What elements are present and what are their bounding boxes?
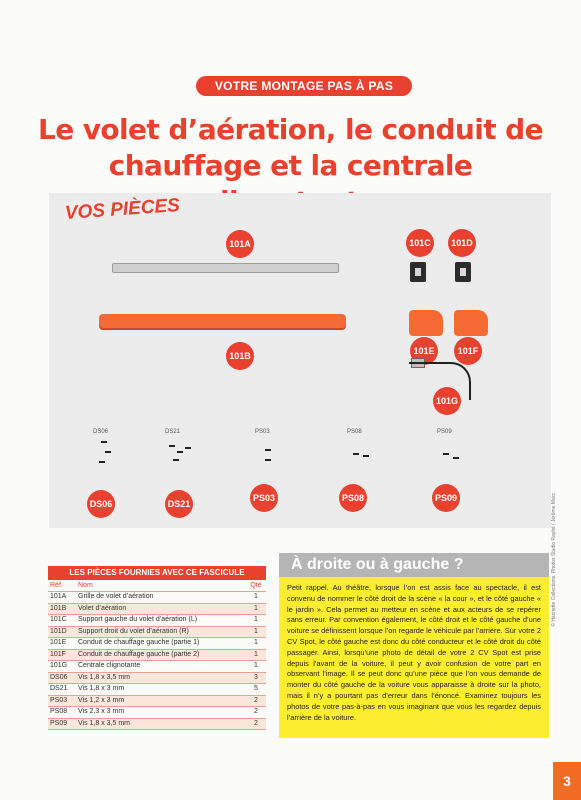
name-cell: Volet d’aération bbox=[78, 604, 127, 612]
table-row bbox=[48, 661, 266, 673]
screw-bag-ds06 bbox=[85, 429, 143, 475]
name-cell: Support droit du volet d’aération (R) bbox=[78, 627, 189, 635]
qty-cell: 2 bbox=[254, 696, 258, 704]
name-cell: Vis 2,3 x 3 mm bbox=[78, 708, 125, 715]
section-badge: VOTRE MONTAGE PAS À PAS bbox=[196, 76, 412, 96]
table-row bbox=[48, 615, 266, 627]
name-cell: Vis 1,2 x 3 mm bbox=[78, 696, 125, 704]
qty-cell: 1 bbox=[254, 639, 258, 646]
ref-cell: 101B bbox=[50, 604, 67, 612]
qty-cell: 1 bbox=[254, 616, 258, 623]
part-code-101d: 101D bbox=[448, 229, 476, 257]
bag-code-ds06: DS06 bbox=[87, 490, 115, 518]
qty-cell: 1 bbox=[254, 627, 258, 635]
table-row bbox=[48, 707, 266, 719]
column-header: Qté bbox=[250, 582, 262, 589]
ref-cell: 101C bbox=[50, 616, 67, 623]
left-support-image bbox=[410, 262, 426, 282]
part-code-101c: 101C bbox=[406, 229, 434, 257]
qty-cell: 2 bbox=[254, 719, 258, 727]
table-row bbox=[48, 696, 266, 708]
heater-duct-2-image bbox=[454, 310, 488, 336]
bag-label: PS08 bbox=[347, 429, 362, 435]
name-cell: Conduit de chauffage gauche (partie 2) bbox=[78, 650, 200, 658]
part-code-101g: 101G bbox=[433, 387, 461, 415]
bag-code-ps08: PS08 bbox=[339, 484, 367, 512]
sidebar-text: Petit rappel. Au théâtre, lorsque l’on est assis face au spectacle, il est convenu de nommer le côté droit de la scène « la cour », et le côté gauche « le jardin ». Cela permet au metteur en scène et aux acteurs de se repérer sans erreur. Par convention également, le côté droit et le côté gauche d’une voiture se définissent lorsque l’on regarde le véhicule par l’arrière. Sur votre 2 CV Spot, le côté gauche est donc du côté conducteur et le côté droit du côté passager. Ainsi, lorsqu’une photo de détail de votre 2 CV Spot est prise depuis l’avant de la voiture, il peut y avoir confusion de votre part en observant l’image. Il se peut donc qu’une pièce que l’on vous demande de monter du côté gauche de la voiture vous apparaisse à droite sur la photo, mais il n’y a pourtant pas d’erreur dans l’énoncé. Examinez toujours les photos de votre pas-à-pas en vous imaginant que vous les regardez depuis l’arrière de la voiture. bbox=[279, 577, 549, 738]
sidebar-heading: À droite ou à gauche ? bbox=[279, 553, 549, 577]
table-header-row bbox=[48, 580, 266, 592]
bag-code-ps09: PS09 bbox=[432, 484, 460, 512]
qty-cell: 3 bbox=[254, 673, 258, 681]
table-row bbox=[48, 604, 266, 616]
qty-cell: 1 bbox=[254, 662, 258, 669]
part-code-101f: 101F bbox=[454, 337, 482, 365]
table-title: LES PIÈCES FOURNIES AVEC CE FASCICULE bbox=[48, 566, 266, 580]
heater-duct-1-image bbox=[409, 310, 443, 336]
qty-cell: 2 bbox=[254, 708, 258, 715]
ref-cell: 101D bbox=[50, 627, 67, 635]
photo-credit: © Hachette Collections. Photos Studio Raylet / Jérôme Marc bbox=[551, 493, 557, 627]
table-row bbox=[48, 592, 266, 604]
ref-cell: DS06 bbox=[50, 673, 68, 681]
title-line-1: Le volet d’aération, le conduit de bbox=[37, 113, 544, 146]
bag-label: PS09 bbox=[437, 429, 452, 435]
qty-cell: 1 bbox=[254, 604, 258, 612]
parts-section-label: VOS PIÈCES bbox=[64, 194, 181, 224]
name-cell: Conduit de chauffage gauche (partie 1) bbox=[78, 639, 200, 646]
screw-bag-ps03 bbox=[247, 429, 305, 475]
ref-cell: PS03 bbox=[50, 696, 68, 704]
name-cell: Vis 1,8 x 3 mm bbox=[78, 685, 125, 692]
table-row bbox=[48, 684, 266, 696]
ref-cell: 101G bbox=[50, 662, 68, 669]
table-row bbox=[48, 673, 266, 685]
table-row bbox=[48, 719, 266, 731]
volet-part-image bbox=[99, 314, 346, 328]
screw-bag-ps09 bbox=[429, 429, 487, 475]
parts-table bbox=[48, 566, 266, 730]
table-row bbox=[48, 638, 266, 650]
name-cell: Support gauche du volet d’aération (L) bbox=[78, 616, 198, 623]
screw-bag-ds21 bbox=[157, 429, 215, 475]
screw-bag-ps08 bbox=[339, 429, 397, 475]
bag-label: DS06 bbox=[93, 429, 109, 435]
ref-cell: PS09 bbox=[50, 719, 68, 727]
part-code-101e: 101E bbox=[410, 337, 438, 365]
part-code-101b: 101B bbox=[226, 342, 254, 370]
bag-label: DS21 bbox=[165, 429, 181, 435]
name-cell: Vis 1,8 x 3,5 mm bbox=[78, 673, 131, 681]
grille-part-image bbox=[112, 263, 339, 273]
ref-cell: 101F bbox=[50, 650, 66, 658]
qty-cell: 1 bbox=[254, 593, 258, 600]
bag-code-ps03: PS03 bbox=[250, 484, 278, 512]
table-body bbox=[48, 592, 266, 730]
ref-cell: PS08 bbox=[50, 708, 68, 715]
name-cell: Grille de volet d’aération bbox=[78, 593, 154, 600]
right-support-image bbox=[455, 262, 471, 282]
name-cell: Centrale clignotante bbox=[78, 662, 141, 669]
qty-cell: 1 bbox=[254, 650, 258, 658]
column-header: Nom bbox=[78, 582, 93, 589]
ref-cell: 101A bbox=[50, 593, 67, 600]
bag-label: PS03 bbox=[255, 429, 270, 435]
table-row bbox=[48, 650, 266, 662]
ref-cell: 101E bbox=[50, 639, 67, 646]
name-cell: Vis 1,8 x 3,5 mm bbox=[78, 719, 131, 727]
qty-cell: 5 bbox=[254, 685, 258, 692]
page-number: 3 bbox=[553, 762, 581, 800]
ref-cell: DS21 bbox=[50, 685, 68, 692]
table-row bbox=[48, 627, 266, 639]
bag-code-ds21: DS21 bbox=[165, 490, 193, 518]
title-line-2: chauffage et la centrale bbox=[108, 149, 473, 182]
column-header: Réf. bbox=[50, 582, 63, 589]
part-code-101a: 101A bbox=[226, 230, 254, 258]
